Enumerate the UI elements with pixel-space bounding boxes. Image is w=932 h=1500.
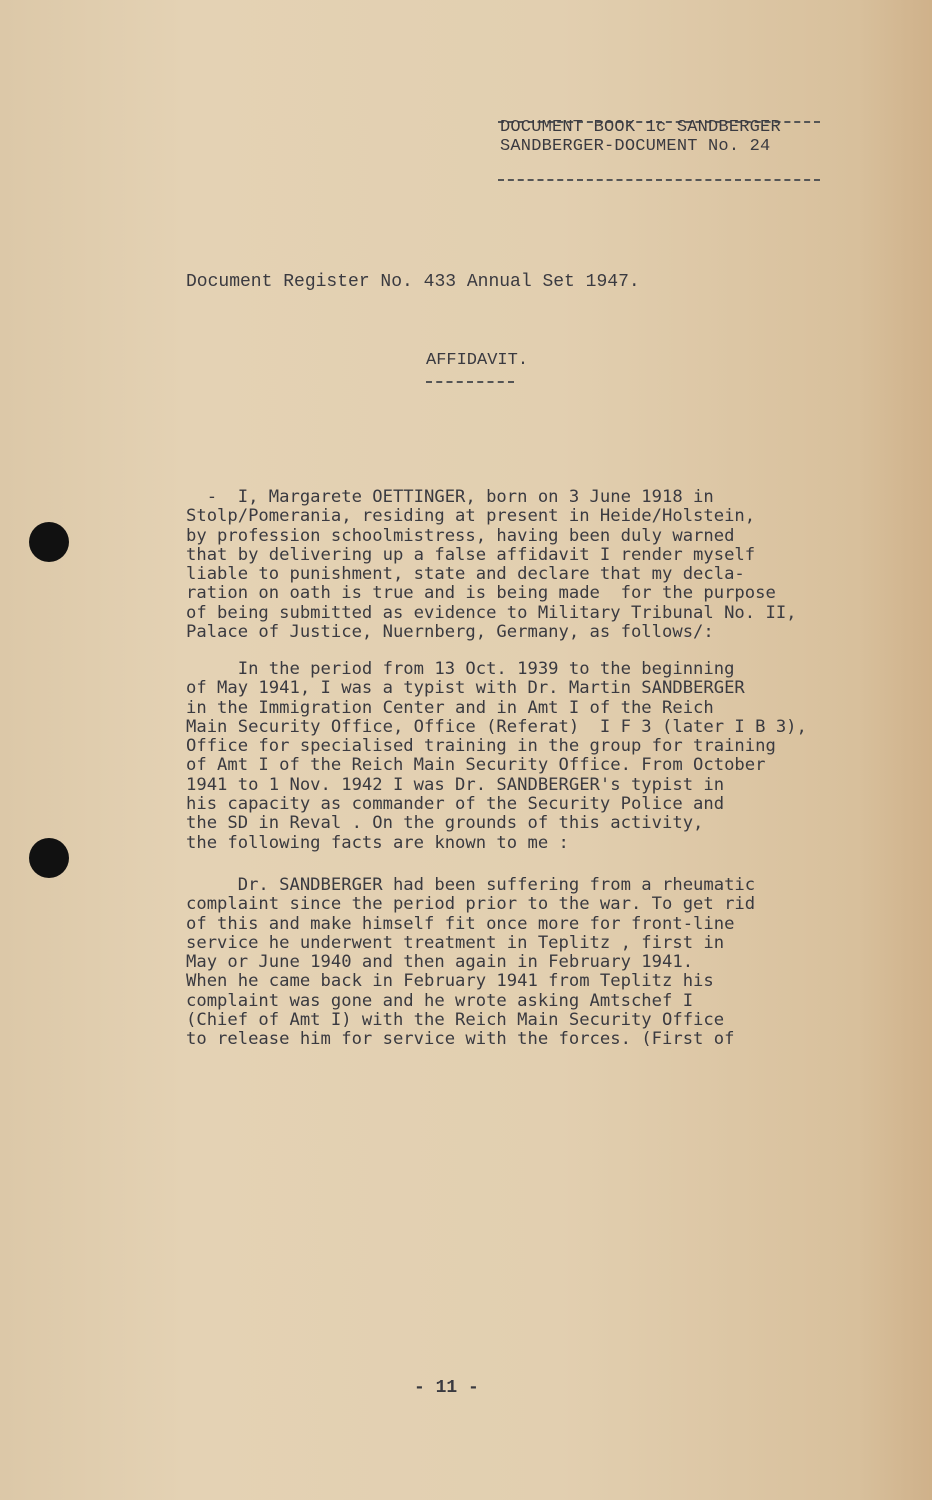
document-book-line: DOCUMENT BOOK 1c SANDBERGER	[500, 118, 781, 137]
document-header	[500, 118, 781, 156]
header-bottom-rule	[498, 179, 820, 181]
paragraph-rheumatic-complaint: Dr. SANDBERGER had been suffering from a rheumatic complaint since the period prior to the war. To get rid of this and make himself fit once more for front-line service he underwent treatment in Teplitz , first in May or June 1940 and then again in February 1941. When he came back in February 1941 from Teplitz his complaint was gone and he wrote asking Amtschef I (Chief of Amt I) with the Reich Main Security Office to release him for service with the forces. (First of	[186, 875, 756, 1050]
paragraph-declaration: - I, Margarete OETTINGER, born on 3 June 1918 in Stolp/Pomerania, residing at present in Heide/Holstein, by profession schoolmistress, having been duly warned that by delivering up a false affidavit I render myself liable to punishment, state and declare that my decla- ration on oath is true and is being made for the purpose of being submitted as evidence to Military Tribunal No. II, Palace of Justice, Nuernberg, Germany, as follows/:	[186, 487, 797, 643]
punch-hole	[29, 838, 69, 878]
document-register-line: Document Register No. 433 Annual Set 1947.	[186, 272, 640, 292]
title-underline	[426, 381, 514, 383]
paragraph-employment: In the period from 13 Oct. 1939 to the beginning of May 1941, I was a typist with Dr. Martin SANDBERGER in the Immigration Center and in Amt I of the Reich Main Security Office, Office (Referat) I F 3 (later I B 3), Office for specialised training in the group for training of Amt I of the Reich Main Security Office. From October 1941 to 1 Nov. 1942 I was Dr. SANDBERGER's typist in his capacity as commander of the Security Police and the SD in Reval . On the grounds of this activity, the following facts are known to me :	[186, 659, 807, 853]
page-number: - 11 -	[414, 1378, 479, 1398]
punch-hole	[29, 522, 69, 562]
affidavit-title: AFFIDAVIT.	[426, 351, 529, 370]
document-number-line: SANDBERGER-DOCUMENT No. 24	[500, 137, 771, 156]
